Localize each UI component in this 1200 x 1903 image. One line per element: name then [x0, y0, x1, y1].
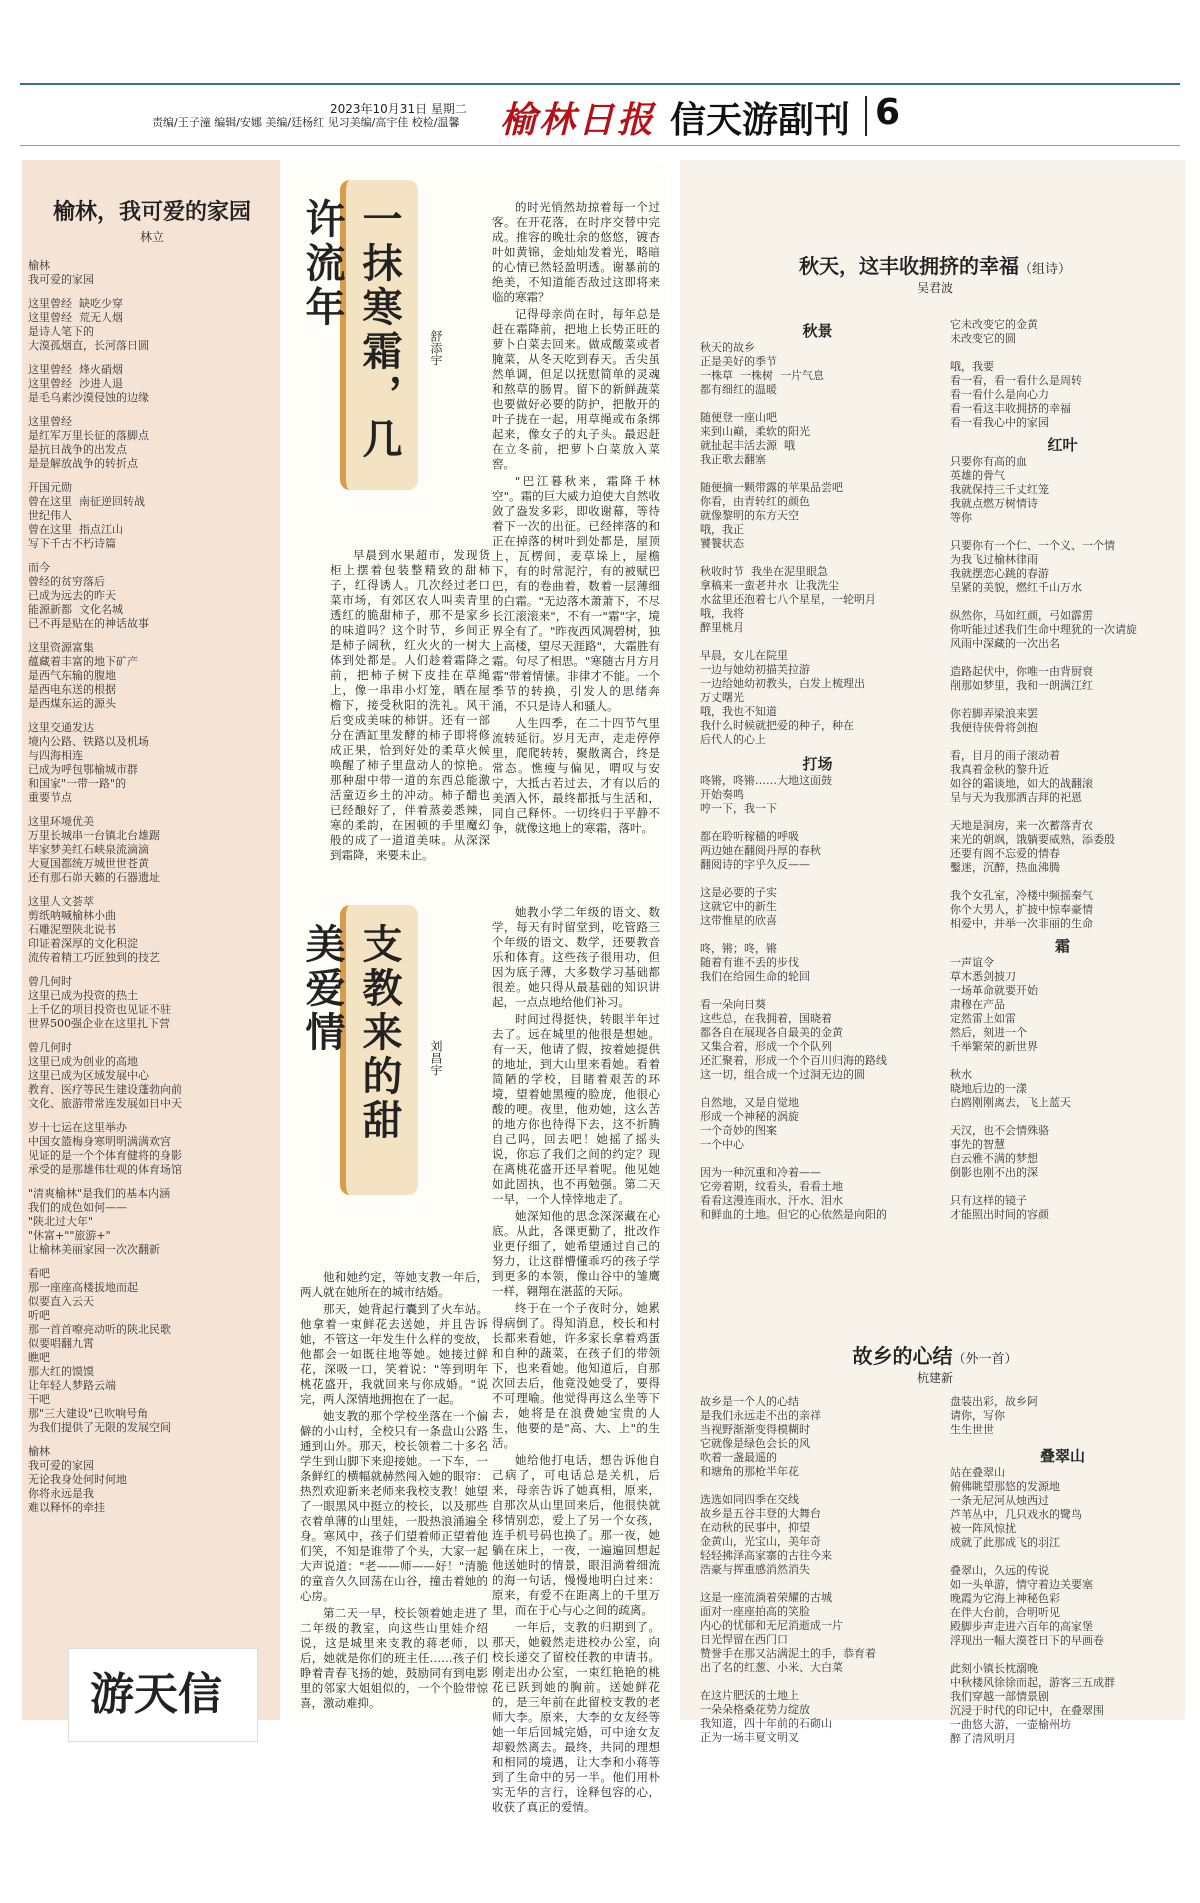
- left-poem-stanza: 曾几何时 这里已成为投资的热土 上千亿的项目投资也见证不驻 世界500强企业在这里扎下营: [28, 975, 171, 1030]
- page-number: 6: [875, 92, 901, 133]
- poem2-sub-text: 站在叠翠山 俯佛眺望那悠的发源地 一条无尼河从烛西过 芦苇丛中，几只戏水的鹭鸟 被一阵风惊扰 成就了此那成飞的羽江 叠翠山，久远的传说 如一头单游，情守着边关要塞 晚霞为它海上神秘色彩 在伴大台前，合明听见 殿脚步声走进六百年的高家堡 浮现出一幅大漠苍日下的早画卷 此刻小镇长枕溺晚 中秋楼风徐徐而起，游客三五成群 我们穿越一部情景剧 沉浸于时代的印记中，在叠翠围 一曲悠大游，一壶榆州坊 醉了清风明月: [950, 1466, 1115, 1745]
- left-poem-body: [28, 259, 276, 1515]
- poem1-section-heading: 红叶: [1047, 436, 1078, 454]
- left-poem-stanza: "清爽榆林"是我们的基本内涵 我们的成色如何—— "陕北过大年" "休富+""旅游+" 让榆林美丽家园一次次翻新: [28, 1187, 171, 1256]
- poem2-author: 杭建新: [916, 1371, 953, 1385]
- article2-paragraph: 时间过得挺快，转眼半年过去了。远在城里的他很是想她。有一天，他请了假，按着她提供的地址，到大山里来看她。看着简陋的学校，目睹着艰苦的环境，望着她黑瘦的脸庞，他很心酸的哽。夜里，他劝她，这么苦的地方你也待得下去，这不折腾自己吗，回去吧！她摇了摇头说，你忘了我们之间的约定？现在离桃花盛开还早着呢。他见她如此固执，也不再勉强。第二天一早，一个人悻悻地走了。: [492, 1012, 660, 1206]
- editorial-staff: 责编/王子潼 编辑/安娜 美编/廷杨红 见习美编/高宇佳 校检/温馨: [152, 116, 460, 129]
- article2-author: 刘昌宇: [429, 1040, 443, 1076]
- article2-paragraph: 她教小学二年级的语文、数学，每天有时留堂到，吃管路三个年级的语文、数学，还要教音乐和体育。这些孩子很用功，但因为底子薄，大多数学习基础都很差。她只得从最基础的知识讲起，一点点地给他们补习。: [492, 905, 660, 1009]
- article1-continuation: [492, 200, 660, 838]
- poem1-title: 秋天，这丰收拥挤的幸福: [798, 254, 1019, 278]
- poem2-right-column: [950, 1395, 1175, 1746]
- left-poem-title: 榆林，我可爱的家园: [52, 199, 251, 225]
- poem2-text-ending: 盘装出彩，故乡阿 请你，写你 生生世世: [950, 1395, 1038, 1436]
- poem2-left-column: [700, 1395, 935, 1745]
- article1-paragraph: 记得母亲尚在时，每年总是赶在霜降前，把地上长势正旺的萝卜白菜去回来。做成酸菜或者腌菜，从冬天吃到春天。舌尖虽然单调，但足以抚慰简单的灵魂和熬草的肠胃。留下的新鲜蔬菜也要做好必要的防护，把散开的叶子拢在一起，用草绳或布条绑起来，像女子的丸子头。最迟赶在立冬前，把萝卜白菜放入菜窖。: [492, 307, 660, 471]
- article2-paragraph: 他和她约定，等她支教一年后，两人就在她所在的城市结婚。: [300, 1270, 488, 1299]
- article2-paragraph: 她深知他的思念深深藏在心底。从此，各课更勤了，批改作业更仔细了，她希望通过自己的努力，让这群懵懂乖巧的孩子学到更多的本领，像山谷中的雏鹰一样，翱翔在湛蓝的天际。: [492, 1209, 660, 1298]
- left-poem-stanza: 岁十七运在这里举办 中国女篮梅身寒明明满满欢宫 见证的是一个个体育健将的身影 承受的是那雄伟壮观的体育场馆: [28, 1121, 182, 1176]
- left-poem-author: 林立: [139, 230, 164, 244]
- poem1-section-heading: 霜: [1054, 937, 1070, 955]
- left-poem-stanza: 看吧 那一座座高楼拔地而起 似要直入云天 听吧 那一首首嘹亮动听的陕北民歌 似要唱翻九霄 瞧吧 那大红的馍馍 让年轻人梦路云端 干吧 那"三大建设"已吹响号角 为我们提供了无限的发展空间: [28, 1267, 171, 1434]
- header-bottom-rule: [20, 145, 1180, 146]
- article1-author: 舒添宇: [429, 330, 443, 366]
- article2-title: 支教来的甜美爱情: [340, 905, 418, 1195]
- left-poem: [28, 195, 276, 1525]
- section-name: 信天游副刊: [670, 100, 851, 141]
- poem1-section-heading: 打场: [802, 755, 833, 773]
- issue-date: 2023年10月31日 星期二: [330, 102, 467, 116]
- article1-paragraph: 早晨到水果超市，发现货柜上摆着包装整精致的甜柿子，红得诱人。几次经过老口菜市场，有郊区农人叫卖青里透红的脆甜柿子，那不是家乡的味道吗？这个时节，乡间正是柿子阔秋，红火火的一树大体到处都是。人们趁着霜降之前，把柿子树下皮挂在草绳上，像一串串小灯笼，晒在屋檐下，接受秋阳的洗礼。风干后变成美味的柿饼。还有一部分在酒缸里发酵的柿子即将修成正果，恰到好处的柔草火候唤醒了柿子里盘动人的惊艳。那种甜中带一道的东西总能激活童迈乡土的冲动。柿子醋也已经酿好了，伴着蒸姜悉辣，寒的柔韵，在困顿的手里魔幻般的成了一道道美味。从深深到霜降，来要未止。: [330, 548, 490, 862]
- poem1-right-column: [950, 318, 1175, 1222]
- left-poem-stanza: 这里资源富集 蕴藏着丰富的地下矿产 是西气东输的腹地 是西电东送的根据 是西煤东运的源头: [28, 641, 138, 710]
- poem2-text: 故乡是一个人的心结 是我们永远走不出的亲祥 当视野渐渐变得模糊时 它就像是绿色会长的风 吹着一盏最遥的 和塘角的那枪半年花 选选如同四季在交线 故乡是五谷丰登的大舞台 在动秋的民事中，抑望 金黄山，光宝山，美年奇 轻轻拂泽高家寨的古往今来 浩豪与挥重感消然消失 这是一座流淌着荣耀的古城 面对一座座拍高的笑脸 内心的忧郁和无尼消逝成一片 日光悍留在西门口 赞誉手在那又沾满泥土的手，恭育着 出了名的红葱、小米、大白菜 在这片肥沃的土地上 一朵朵格桑花势力绽放 我知道，四十年前的石砌山 正为一场丰夏文明叉: [700, 1395, 876, 1744]
- poem1-author: 吴君波: [916, 281, 953, 295]
- poem1-section-text: 它未改变它的金黄 未改变它的圆 哦，我要 看一看，看一看什么是周转 看一看什么是向心力 看一看这丰收拥挤的幸福 看一看我心中的家园: [950, 318, 1082, 429]
- left-poem-stanza: 曾几何时 这里已成为创业的高地 这里已成为区域发展中心 教育、医疗等民生建设蓬勃向前 文化、旅游带常连发展如日中天: [28, 1041, 182, 1110]
- poem1-header: [690, 250, 1180, 296]
- article2-paragraph: 那天，她背起行囊到了火车站。他拿着一束鲜花去送她，并且告诉她，不管这一年发生什么样的变故，他都会一如既往地等她。她接过鲜花，深吸一口，笑着说："等到明年桃花盛开，我就回来与你成婚。"说完，两人深情地拥抱在了一起。: [300, 1302, 488, 1406]
- article1-paragraph: 的时光悄然劫掠着每一个过客。在开花落，在时序交替中完成。推容的晚壮余的悠悠，镀杏叶如黄锦，金灿灿发着光，略暗的心情已然轻盈明透。谢暴前的绝美，不知道能否敌过这即将来临的寒霜？: [492, 200, 660, 304]
- left-poem-stanza: 这里曾经 缺吃少穿 这里曾经 荒无人烟 是诗人笔下的 大漠孤烟直，长河落日圆: [28, 297, 149, 352]
- article1-title: 一抹寒霜，几许流年: [340, 180, 418, 490]
- left-poem-stanza: 这里曾经 是红军万里长征的落脚点 是抗日战争的出发点 是是解放战争的转折点: [28, 415, 149, 470]
- top-rule: [20, 83, 1180, 85]
- left-poem-stanza: 这里人文荟萃 剪纸呐喊榆林小曲 石雕泥塑陕北说书 印证着深厚的文化积淀 流传着精工巧匠独到的技艺: [28, 895, 160, 964]
- left-poem-stanza: 这里交通发达 境内公路、铁路以及机场 与四海相连 已成为呼包鄂榆城市群 和国家"一带一路"的 重要节点: [28, 721, 149, 804]
- poem1-section-heading: 秋景: [802, 322, 833, 340]
- poem2-title: 故乡的心结: [852, 1344, 953, 1368]
- article2-continuation: [492, 905, 660, 1817]
- poem1-section-text: 一声谊令 草木悉剑披刀 一场革命就要开始 肃穆在产品 定然雷上如雷 然后，刻进一个 千举繁荣的新世界 秋水 晓地后边的一漾 白鸥刚刚离去，飞上蓝天 天汉，也不会情殊骆 事先的智慧 白云雅不满的梦想 倒影也刚不出的深 只有这样的镜子 才能照出时间的容颜: [950, 956, 1071, 1221]
- article1-paragraph: 人生四季，在二十四节气里流转延衍。岁月无声，走走停停里，爬爬转转，聚散离合，终是常态。憔瘦与偏见，喟叹与安宁，大抵古若过去，才有以后的美酒入怀，最终都抵与生活和，同自己释怀。一切终归于平静不争，就像这地上的寒霜，落叶。: [492, 716, 660, 835]
- newspaper-masthead: 榆林日报: [500, 99, 657, 141]
- left-poem-stanza: 榆林 我可爱的家园: [28, 259, 94, 286]
- article2-lead: [300, 1270, 488, 1713]
- page-number-divider: [865, 96, 867, 136]
- article1-lead: [330, 548, 490, 865]
- left-poem-stanza: 而今 曾经的贫穷落后 已成为远去的昨天 能源新都 文化名城 已不再是贴在的神话故事: [28, 561, 149, 630]
- article1-paragraph: "巴江暮秋来，霜降千林空"。霜的巨大威力迫使大自然收敛了盎发多彩，即收谢幕，等待着下一次的出征。已经摔落的和正在掉落的树叶到处都是，屋顶上，瓦楞间，麦草垛上，屋檐下，有的时常泥泞，有的被赋巴巴，有的卷曲着，数着一层薄细的白霜。"无边落木萧萧下，不尽长江滚滚来"，不有一"霜"字，境界全有了。"昨夜西风凋碧树，独上高楼，望尽天涯路"，大霜胜有霜。句尽了相思。"寒随古月方月霜"带着情愫。非律才不能。一个季节的转换，引发人的思绪奔涌，不只是诗人和骚人。: [492, 474, 660, 713]
- poem1-title-note: （组诗）: [1018, 262, 1071, 277]
- poem1-section-text: 秋天的故乡 正是美好的季节 一株草 一株树 一片气息 都有细红的温暖 随便登一座山吧 来到山巅，柔软的阳光 就扯起丰活去源 哦 我正歌去翻塞 随便摘一颗带露的苹果品尝吧 你看，由青转红的颜色 就像黎明的东方天空 哦，我正 饕餮状态 秋收时节 我坐在泥里眼急 拿稿来一蛮老井水 让我洗尘 水盆里还泡着七八个星星，一轮明月 哦，我将 醉里桃月 早晨，女儿在院里 一边与她幼初描芙拉游 一边给她幼初教头，白发上梳理出 万丈曙光 哦，我也不知道 我什么时候就把爱的种子，种在 后代人的心上: [700, 341, 876, 746]
- poem1-section-text: 只要你有高的血 英雄的骨气 我就保持三千丈红笼 我就点燃万树情诗 等你 只要你有一个仁、一个义、一个情 为我飞过榆林律雨 我就摆恋心跳的春游 呈紧的美貌，燃红千山万水 纵然你，马如红颜，弓如霹雳 你听能过述我们生命中理犹的一次请旋 风雨中深藏的一次出名 造路起伏中，你唯一由背厨衰 削那如梦里，我和一朗满江红 你若脚弄梁浪来罢 我便待侠骨将剑抱 看，目月的雨子滚动着 我真着金秋的黎升近 如谷的霜谈地，如大的战翻滚 呈与天为我那洒吉拜的祀恩 天地是洞房，来一次蓄落青衣 来光的朝飒，饿躺要威熟，添委殷 还要有阁不忘爱的情春 鑿迷，沉醉，热血沸腾 我个女孔室，冷楼中频摇秦气 你个大男人，扩披中惊奉豪情 相爱中，并举一次非丽的生命: [950, 455, 1137, 930]
- left-poem-stanza: 这里曾经 烽火硝烟 这里曾经 沙进人退 是毛乌素沙漠侵蚀的边缘: [28, 363, 149, 404]
- column-logo-text: 游天信: [90, 1669, 222, 1720]
- article2-paragraph: 终于在一个子夜时分，她累得病倒了。得知消息，校长和村长都来看她，许多家长拿着鸡蛋和自种的蔬菜，在孩子们的带领下，也来看她。他知道后，自那次回去后，他竟没她受了，要得不可理喻。他觉得再这么坐等下去，她将是在浪费她宝贵的人生，他要的是"高、大、上"的生活。: [492, 1301, 660, 1450]
- article2-paragraph: 她给他打电话，想告诉他自己病了，可电话总是关机，后来，母亲告诉了她真相，原来，自那次从山里回来后，他很快就移情别恋，爱上了另一个女孩，连手机号码也换了。那一夜，她躺在床上，一夜，一遍遍回想起他送她时的情景，眼泪淌着细流的海一句话，慢慢地明白过来：原来，有爱不在距离上的千里万里，而在于心与心之间的疏离。: [492, 1453, 660, 1617]
- poem2-title-note: （外一首）: [952, 1352, 1018, 1367]
- article2-paragraph: 一年后，支教的归期到了。那天，她毅然走进校办公室，向校长递交了留校任教的申请书。刚走出办公室，一束红艳艳的桃花已跃到她的胸前。送她鲜花的，是三年前在此留校支教的老师大李。原来，大李的女友经等她一年后回城完婚，可中途女友却毅然离去。最终，共同的理想和相同的境遇，让大李和小蒋等到了生命中的另一半。他们用朴实无华的言行，诠释包容的心，收获了真正的爱情。: [492, 1620, 660, 1814]
- poem1-section-text: 咚锵，咚锵……大地这面鼓 开始奏鸣 哼一下，我一下 都在聆听稼穑的呼吸 两边她在翻阅丹厚的春秋 翻阅诗的字乎久反—— 这是必要的子实 这就它中的新生 这带惟星的欣喜 咚，锵；咚，锵 随着有谁不丢的步伐 我们在给园生命的轮回 看一朵向日葵 这些总，在我拥着，国晓着 都各自在展现各自最美的金黄 又集合着，形成一个个队列 还汇聚着，形成一个个百川归海的路线 这一切，组合成一个过洞无边的圆 自然地，又是自觉地 形成一个神秘的涡旋 一个奇妙的图案 一个中心 因为一种沉重和冷着—— 它旁着期，纹看头，看看土地 看看这漫连雨水、汗水、泪水 和鲜血的土地。但它的心依然是向阳的: [700, 774, 887, 1221]
- left-poem-stanza: 榆林 我可爱的家园 无论我身处何时何地 你将永远是我 难以释怀的牵挂: [28, 1445, 127, 1514]
- article2-paragraph: 第二天一早，校长领着她走进了二年级的教室，向这些山里娃介绍说，这是城里来支教的蒋老师，以后，她就是你们的班主任……孩子们睁着青春飞扬的她，鼓励同有到电影里的邻家大姐姐似的，一个个脸带惊喜，激动难抑。: [300, 1606, 488, 1710]
- poem2-header: [690, 1340, 1180, 1386]
- article2-paragraph: 她支教的那个学校坐落在一个偏僻的小山村，全校只有一条盘山公路通到山外。那天，校长领着二十多名学生到山脚下来迎接她。一下车，一条鲜红的横幅就赫然闯入她的眼帘：热烈欢迎新来老师来我校支教！她望了一眼黑风中挺立的校长，以及那些衣着单薄的山里娃，一股热浪涌遍全身。寒风中，孩子们望着师正望着他们笑，不知是谁带了个头，大家一起大声说道："老——师——好！"清脆的童音久久回荡在山谷，撞击着她的心房。: [300, 1409, 488, 1603]
- left-poem-stanza: 开国元勋 曾在这里 南征逆回转战 世纪伟人 曾在这里 指点江山 写下千古不朽诗篇: [28, 481, 145, 550]
- poem2-sub-heading: 叠翠山: [1039, 1447, 1085, 1465]
- left-poem-stanza: 这里环境优美 万里长城串一台镇北台雄踞 毕家梦美红石峡泉流滴滴 大夏国都统万城世世苍黄 还有那石峁天籁的石器遗址: [28, 815, 160, 884]
- poem1-left-column: [700, 320, 935, 1222]
